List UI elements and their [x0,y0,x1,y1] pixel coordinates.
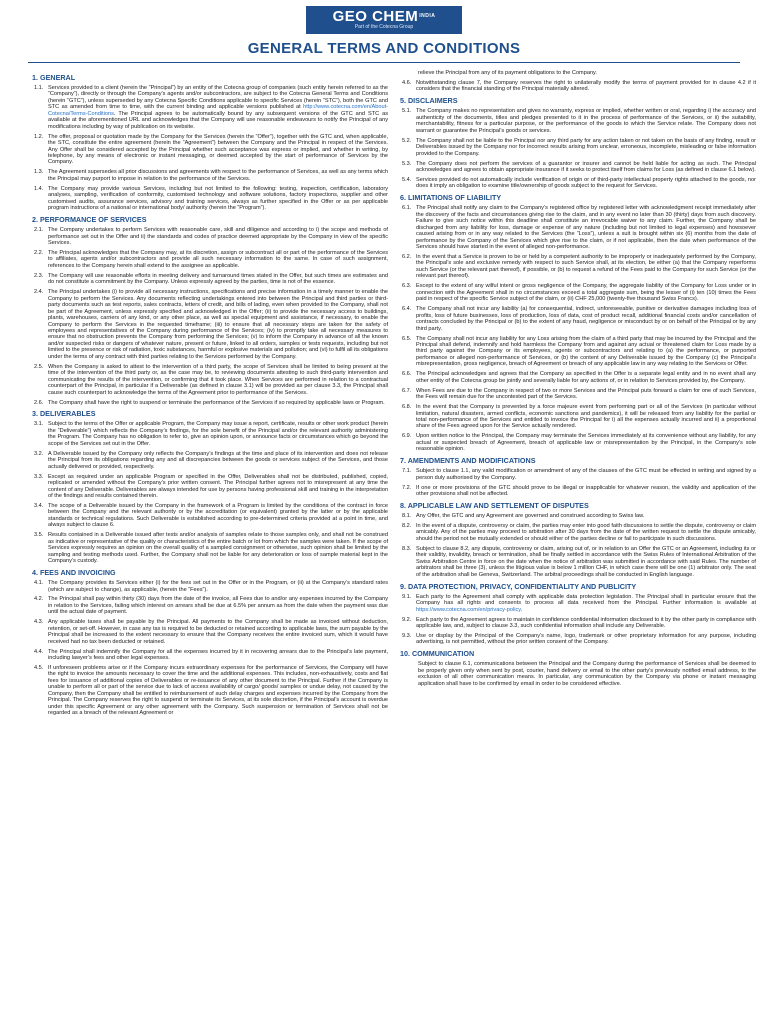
clause-number: 4.4. [34,648,44,655]
clause-number: 3.1. [34,421,44,428]
clause-number: 6.1. [402,205,412,212]
clause [400,254,756,280]
section-heading: 1. GENERAL [32,73,76,82]
clause-number: 2.1. [34,227,44,234]
clause-text: In the event of a dispute, controversy or claim, the parties may enter into good faith discussions to settle the dispute, controversy or claim amicably. Any of the parties may proceed to arbitration after 30 days from the date of the written request to settle the dispute amicably, should the period not be mutually extended or should either of the parties decline or fail to participate in such discussions. [416,523,756,542]
clause [400,388,756,401]
clause-text: If one or more provisions of the GTC should prove to be illegal or inapplicable for whatever reason, the validity and application of the other provisions shall not be affected. [416,484,756,498]
clause [400,80,756,93]
clause [400,371,756,384]
clause-number: 2.3. [34,272,44,279]
clause-text: When Fees are due to the Company in respect of two or more Services and the Principal puts forward a claim for one of such Services, the Fees will remain due for the uncontested part of the Services. [416,387,756,401]
clause-text: A Deliverable issued by the Company only reflects the Company’s findings at the time and place of its intervention and does not release the Principal from its obligations regarding any and all discrepancies between the goods or services subject of the Services, and those actually delivered or provided, respectively. [48,450,388,470]
terms-link[interactable]: http://www.cotecna.com/en/About-Cotecna/Terms-Conditions [48,104,388,117]
clause-text: The Company provides its Services either (i) for the fees set out in the Offer or in the Program, or (ii) at the Company’s standard rates (which are subject to change), as applicable, (herein the “Fees”). [48,580,388,593]
clause-text: The Company will use reasonable efforts in meeting delivery and turnaround times stated in the Offer, but such times are estimates and do not constitute a commitment by the Company. Unless expressly agreed by the parties, time is not of the essence. [48,272,388,286]
clause-number: 6.3. [402,283,412,290]
clause [400,404,756,430]
clause-text: Services provided to a client (herein the “Principal”) by an entity of the Cotecna group of companies (such entity herein referred to as the “Company”), directly or through the Company’s agents and/or subcontractors, are subject to the Cotecna General Terms and Conditions (herein “GTC”), unless superseded by any Cotecna Specific Conditions applicable to specific Services (herein “STC”), both the GTC and STC as amended from time to time, with the current binding and applicable versions published at http://www.cotecna.com/en/About-Cotecna/Terms-Conditions. The Principal agrees to be automatically bound by any subsequent versions of the GTC and STC as available at the aforementioned URL and acknowledges that the Company will use reasonable endeavours to notify the Principal of any modifications including by way of publication on its website. [48,85,388,130]
clause-text: The Principal undertakes (i) to provide all necessary instructions, specifications and precise information in a timely manner to enable the Company to perform the Services. Any documents reflecting undertakings entered into between the Principal and third parties or third-party documents such as test reports, sales contracts, letters of credit, and bills of lading, even when provided to the Company, shall not be part of the Agreement, unless expressly specified and acknowledged in the Offer; (ii) to provide the necessary access to buildings, plants, warehouses, carriers of any kind, or any other place, as well as special equipment and assistance, if necessary, to enable the Company to perform the Services in the requested timeframe; (iii) to ensure that all necessary steps are taken for the safety of employees and representatives of the Company during performance of the Services; (iv) to promptly take all necessary measures to ensure that no obstruction prevents the Company from performing the Services; (v) to inform the Company in advance of all the known and/or suspected risks or dangers of whatever nature, present or future, linked to all orders, samples or tests requests, including but not limited to the presence or risk of radiation, toxic substances, harmful or explosive materials and pollution; and (vi) to fulfil all its obligations under the terms of any contract with third parties relating to the Services performed by the Company. [48,289,388,360]
clause-number: 1.4. [34,185,44,192]
section-heading: 4. FEES AND INVOICING [32,568,116,578]
clause-text: Services provided do not automatically include verification of origin or of third-party intellectual property rights attached to the goods, nor does it imply an obligation to examine title/ownership of goods subject to the request for Services. [416,176,756,190]
clause [400,108,756,134]
section-heading: 6. LIMITATIONS OF LIABILITY [400,193,502,203]
clause-text: In the event that a Service is proven to be or held by a competent authority to be improperly or inadequately performed by the Company, the Principal’s sole and exclusive remedy with respect to such Service shall, at its election, be either (a) that the Company reperforms such Service (or the relevant part thereof), if possible, or (b) to request a refund of the Fees paid to the Company for such Service (or the relevant part thereof). [416,254,756,280]
clause [400,523,756,542]
clause-text: Any applicable taxes shall be payable by the Principal. All payments to the Company shall be made as invoiced without deduction, retention, or set-off. However, in case any tax is required to be deducted or retained according to applicable laws, the sum payable by the Principal shall be increased to the extent necessary to ensure that the Company receives the entire invoiced sum, which it would have received had no tax been deducted or retained. [48,619,388,645]
clause-number: 2.6. [34,399,44,406]
section-heading: 5. DISCLAIMERS [400,96,458,106]
section-heading: 9. DATA PROTECTION, PRIVACY, CONFIDENTIALITY AND PUBLICITY [400,581,637,591]
clause-text: The Company shall not incur any liability for any Loss arising from the claim of a third party that may be incurred by the Principal and the Principal shall defend, indemnify and hold harmless the Company from and against any actual or threatened claim for Loss made by a third party against the Company or its employees, agents or subcontractors and relating to (a) the performance, or purported performance or alleged non-performance of Services, or (b) the content of any Deliverable issued by the Company (c) the Principal’s misrepresentation, gross negligence, breach of Agreement or breach of any applicable law in any way relating to the Services or Offer. [416,335,756,368]
clause-text: Each party to the Agreement shall comply with applicable data protection legislation. The Principal shall in particular ensure that the Company has all rights and consents to process all data received from the Principal. Further information is available at https://www.cotecna.com/en/privacy-policy. [416,593,756,613]
clause-text: If unforeseen problems arise or if the Company incurs extraordinary expenses for the performance of Services, the Company will have the right to invoice the amounts necessary to cover the time and the additional expenses. This includes, non-exhaustively, costs and flat fees for issuance of additional copies of Deliverables or re-issuance of any other document to the Principal. Further if the Company is unable to perform all or part of the service due to lack of access availability of cargo/ goods/ samples or undue delay, not caused by the Company, then the Company shall be entitled to reimbursement of such delay charges and expenses incurred by the Company from the Principal. The Company reserves the right to suspend or terminate its Services, at its sole discretion, if the Principal’s account is overdue under this specific Agreement or any other agreement with the Company. Such suspension or termination of Services shall not be regarded as a breach of the relevant Agreement or [48,665,388,717]
clause-number: 7.2. [402,484,412,491]
clause-text: The Company shall have the right to suspend or terminate the performance of the Services if so required by applicable laws or Program. [48,399,385,406]
clause-text: Use or display by the Principal of the Company’s name, logo, trademark or other proprietary information for any purpose, including advertising, is not permitted, without the prior written consent of the Company. [416,632,756,646]
clause [400,468,756,481]
clause-number: 6.6. [402,371,412,378]
clause-text: The offer, proposal or quotation made by the Company for the Services (herein the “Offer”), together with the GTC and, when applicable, the STC, constitute the entire agreement (herein the “Agreement”) between the Company and the Principal in respect of the Services. Any Offer shall be considered accepted by the Principal whether such acceptance was express or implied, and whether in writing, by telephone, by any means of electronic or instant messaging, or deemed accepted by the start of performance of Services by the Company. [48,133,388,166]
clause-number: 7.1. [402,468,412,475]
clause-text: When the Company is asked to attest to the intervention of a third party, the scope of Services shall be limited to being present at the time of the intervention of the third party or, as the case may be, to reviewing documents attesting to such third-party intervention and communicating the results of the intervention, or confirming that it took place. When Services are performed in relation to a contractual counterpart of the Principal, in particular if a Deliverable (as defined in clause 3.1) will be provided as per clause 3.3, the Principal shall cause such counterpart to acknowledge the terms of the Agreement prior to performance of the Services. [48,363,388,396]
clause [400,513,756,519]
clause-number: 4.1. [34,580,44,587]
clause-number: 5.3. [402,160,412,167]
logo-tagline: Part of the Cotecna Group [354,24,414,30]
clause-text: The Principal shall indemnify the Company for all the expenses incurred by it in recovering arrears due to the Principal’s late payment, including lawyer’s fees and other legal expenses. [48,648,388,662]
clause-number: 3.5. [34,532,44,539]
clause [32,649,388,662]
section-heading: 2. PERFORMANCE OF SERVICES [32,215,147,225]
section-heading: 8. APPLICABLE LAW AND SETTLEMENT OF DISPUTES [400,501,589,511]
clause [400,546,756,578]
section-heading: 3. DELIVERABLES [32,409,96,419]
clause [32,619,388,645]
right-column [400,70,756,1018]
clause-number: 5.4. [402,176,412,183]
clause [400,205,756,250]
clause-text: Subject to clause 8.2, any dispute, controversy or claim, arising out of, or in relation to an Offer the GTC or an Agreement, including its or their validity, invalidity, breach or termination, shall be finally settled in accordance with the Swiss Rules of International Arbitration of the Swiss Arbitration Centre in force on the date when the notice of arbitration was submitted in accordance with said Rules. The number of arbitrators shall be three (3), unless the litigious value is below 1 million CHF, in which case there will be one (1) arbitrator only. The seat of the arbitration shall be Geneva, Switzerland. The arbitral proceedings shall be conducted in English language. [416,545,756,578]
clause-number: 1.2. [34,133,44,140]
clause [400,485,756,498]
clause [32,474,388,500]
clause-text: The Company does not perform the services of a guarantor or insurer and cannot be held liable for acting as such. The Principal acknowledges and agrees to obtain appropriate insurance if it seeks to protect itself from claims for Loss (as defined in clause 6.1 below). [416,160,756,173]
clause [400,633,756,646]
clause-number: 6.7. [402,387,412,394]
clause-number: 8.2. [402,523,412,530]
clause [32,85,388,130]
clause-number: 3.3. [34,473,44,480]
clause [32,400,388,406]
clause [32,580,388,593]
clause-text: The Principal shall notify any claim to the Company’s registered office by registered letter with acknowledgment receipt immediately after the discovery of the facts and circumstances giving rise to the claim, and in any event no later than 30 (thirty) days from such discovery. Failure to give such notice within this deadline shall constitute an irrevocable waiver to any claim. Further, the Company shall be discharged from any liability for loss, damage or expense of any nature (including but not limited to legal expenses) and howsoever caused arising from or in any way related to the Services (the “Loss”), unless a suit is brought within six (6) months from the date of performance by the Company of the Services which give rise to the claim, or if not applicable, then the date when performance of the Services should have started in the event of alleged non-performance. [416,205,756,251]
clause-number: 2.4. [34,289,44,296]
logo-text: GEO $CHEM^{INDIA}$ [332,8,436,25]
clause-text: Notwithstanding clause 7, the Company reserves the right to unilaterally modify the terms of payment provided for in clause 4.2 if it considers that the financial standing of the Principal materially altered. [416,79,756,93]
clause-text: Each party to the Agreement agrees to maintain in confidence confidential information disclosed to it by the other party in compliance with applicable law, and, subject to clause 3.3, such confidential information shall include any Deliverable. [416,616,756,629]
clause [400,336,756,368]
clause [400,617,756,630]
clause-text: Except as required under an applicable Program or specified in the Offer, Deliverables shall not be distributed, published, copied, replicated or amended without the Company’s prior written consent. The Principal further agrees not to misrepresent at any time the content of any Deliverable. Deliverables are always intended for use by persons having professional skill and training in the interpretation of the findings and results contained therein. [48,473,388,500]
clause [32,421,388,447]
page-title: GENERAL TERMS AND CONDITIONS [247,40,521,57]
clause-number: 9.3. [402,632,412,639]
clause [400,306,756,332]
clause-text: Results contained in a Deliverable issued after tests and/or analysis of samples relate to those samples only, and shall not be construed as indicative or representative of the quality or characteristics of the entire batch or lot from which the samples were taken. If the scope of Services expressly requires an opinion on the overall quality of a sampled consignment or otherwise, such opinion shall be limited by the sampling and testing methods used. Further, the Company shall not be liable for any deterioration or loss of sample material kept in the Company’s custody. [48,532,388,565]
clause-text: The Company shall not be liable to the Principal nor any third party for any action taken or not taken on the basis of any finding, result or Deliverables issued by the Company nor for incorrect results arising from unclear, erroneous, incomplete, misleading or false information provided to the Company. [416,137,756,157]
clause [32,227,388,246]
clause-number: 4.6. [402,79,412,86]
clause-number: 5.1. [402,108,412,115]
clause-text: In the event that the Company is prevented by a force majeure event from performing part or all of the Services (in particular without limitation, natural disasters, armed conflicts, economic sanctions and pandemics), it will be released from any liability for the partial or total non-performance of the Services and entitled to invoice the Principal for i) all the expenses actually incurred and ii) a proportional share of the Fees agreed upon for the Service actually rendered. [416,404,756,430]
clause [400,161,756,174]
clause [32,532,388,564]
clause-text: The Principal acknowledges and agrees that the Company as specified in the Offer is a separate legal entity and in no event shall any other entity of the Cotecna group be jointly and severally liable for any actions of, or in relation to Services provided by, the Company. [416,371,756,384]
clause-text: Subject to the terms of the Offer or applicable Program, the Company may issue a report, certificate, results or other work product (herein the “Deliverable”) which reflects the Company’s findings, for the sole benefit of the Principal and/or the relevant authority administering the Program. The Company has no obligation to refer to, give an opinion upon, or announce facts or circumstances which go beyond the scope of the Services set out in the Offer. [48,421,388,447]
clause-number: 9.2. [402,616,412,623]
clause-text: The Principal acknowledges that the Company may, at its discretion, assign or subcontract all or part of the performance of the Services to affiliates, agents and/or subcontractors and provide all such necessary information to the same. In case of such assignment, references to the Company herein shall extend to the assignee as applicable. [48,250,388,269]
clause [32,503,388,529]
clause [32,134,388,166]
clause [32,250,388,269]
clause-number: 6.5. [402,335,412,342]
terms-link[interactable]: https://www.cotecna.com/en/privacy-policy [416,606,521,613]
clause-text: Except to the extent of any wilful intent or gross negligence of the Company, the aggregate liability of the Company for Loss under or in connection with the Agreement shall in no circumstances exceed a total aggregate sum, being the lesser of (i) ten (10) times the Fees paid in respect of the specific Service subject of the claim, or (ii) CHF 25,000 (twenty-five thousand Swiss Francs). [416,283,756,303]
clause [32,186,388,212]
clause-number: 8.1. [402,513,412,520]
company-logo [306,6,462,34]
clause-text: The Company shall not incur any liability (a) for consequential, indirect, unforeseeable, punitive or derivative damages including loss of profits, loss of future businesses, loss of production, loss of data, cost of product recall, additional financial costs and/or cancellation of contracts concluded by the Principal or (b) to the extent of any fraud, negligence or misconduct by or on behalf of the Principal or by any third party. [416,306,756,332]
clause-number: 4.3. [34,619,44,626]
clause-number: 8.3. [402,545,412,552]
clause-number: 3.2. [34,450,44,457]
clause-number: 3.4. [34,502,44,509]
clause-number: 1.1. [34,85,44,91]
clause [400,177,756,190]
clause-number: 1.3. [34,169,44,176]
clause [32,289,388,360]
left-column [32,70,388,1018]
section-heading: 10. COMMUNICATION [400,649,475,659]
clause [400,594,756,613]
clause-number: 6.4. [402,306,412,313]
clause-number: 5.2. [402,137,412,144]
clause-number: 2.2. [34,250,44,257]
clause-text: Any Offer, the GTC and any Agreement are governed and construed according to Swiss law. [416,513,645,520]
clause [32,451,388,470]
clause-number: 9.1. [402,593,412,600]
logo-sub: INDIA [419,13,436,19]
clause-text: The Company makes no representation and gives no warranty, express or implied, whether written or oral, regarding i) the accuracy and authenticity of the documents, titles and pledges presented to it in the process of performance of the Services, or ii) the suitability, merchantability, fitness for a particular purpose, or the performance of the goods to which the Service relate. The Company does not warrant or guarantee the Principal’s goods or services. [416,108,756,134]
clause [32,273,388,286]
clause-number: 2.5. [34,363,44,370]
title-divider [28,62,740,63]
clause-text: The Agreement supersedes all prior discussions and agreements with respect to the performance of Services, as well as any terms which the Principal may purport to impose in relation to the performance of the Services. [48,169,388,182]
clause [32,665,388,717]
paragraph: relieve the Principal from any of its payment obligations to the Company. [418,70,597,76]
clause-text: The Principal shall pay within thirty (30) days from the date of the invoice, all Fees due to and/or any expenses incurred by the Company in relation to the Services, failing which interest on arrears shall be due at 6.5% per annum as from the date when the payment was due until the actual date of payment. [48,596,388,616]
clause [32,596,388,615]
section-heading: 7. AMENDMENTS AND MODIFICATIONS [400,456,536,466]
clause [400,138,756,157]
clause-number: 4.2. [34,596,44,603]
clause [32,169,388,182]
clause-text: The scope of a Deliverable issued by the Company in the framework of a Program is limited by the conditions of the contract in force between the Company and the relevant authority or by the accreditation (or equivalent) granted by the latter or by the applicable standards or technical regulations. Such Deliverable is established according to pre-determined criteria provided at a point in time, and always subject to clause 6. [48,502,388,529]
clause-text: The Company may provide various Services, including but not limited to the following: testing, inspection, certification, laboratory analyses, sampling, verification of conformity, customised technology and software solutions, factory inspections, supplier and other customised audits, assurance services, advisory and training services, always as further specified in the Offer or as per applicable program instructions of a national or international body/ authority (herein the “Program”). [48,185,388,212]
clause [400,433,756,452]
clause-number: 6.2. [402,254,412,261]
clause [32,364,388,396]
clause-number: 4.5. [34,665,44,672]
clause-number: 6.9. [402,433,412,440]
clause-text: Upon written notice to the Principal, the Company may terminate the Services immediately at its convenience without any liability, for any actual or suspected breach of Agreement, breach of applicable law or misrepresentation by the Principal, in the Company’s sole reasonable opinion. [416,433,756,453]
clause-text: The Company undertakes to perform Services with reasonable care, skill and diligence and according to i) the scope and methods of performance set out in the Offer and ii) the standards and codes of practice deemed appropriate by the Company in view of the specific Services. [48,227,388,247]
clause-text: Subject to clause 1.1, any valid modification or amendment of any of the clauses of the GTC must be effected in writing and signed by a person duly authorised by the Company. [416,468,756,481]
paragraph: Subject to clause 6.1, communications between the Principal and the Company during the performance of Services shall be deemed to be properly given only when sent by post, courier, hand delivery or email to the other party’s previously notified email address, to the exclusion of all other communication means. In particular, any communication by the Company via phone or instant messaging application shall have to be confirmed by email in order to be considered effective. [418,661,756,687]
clause-number: 6.8. [402,404,412,411]
clause [400,283,756,302]
